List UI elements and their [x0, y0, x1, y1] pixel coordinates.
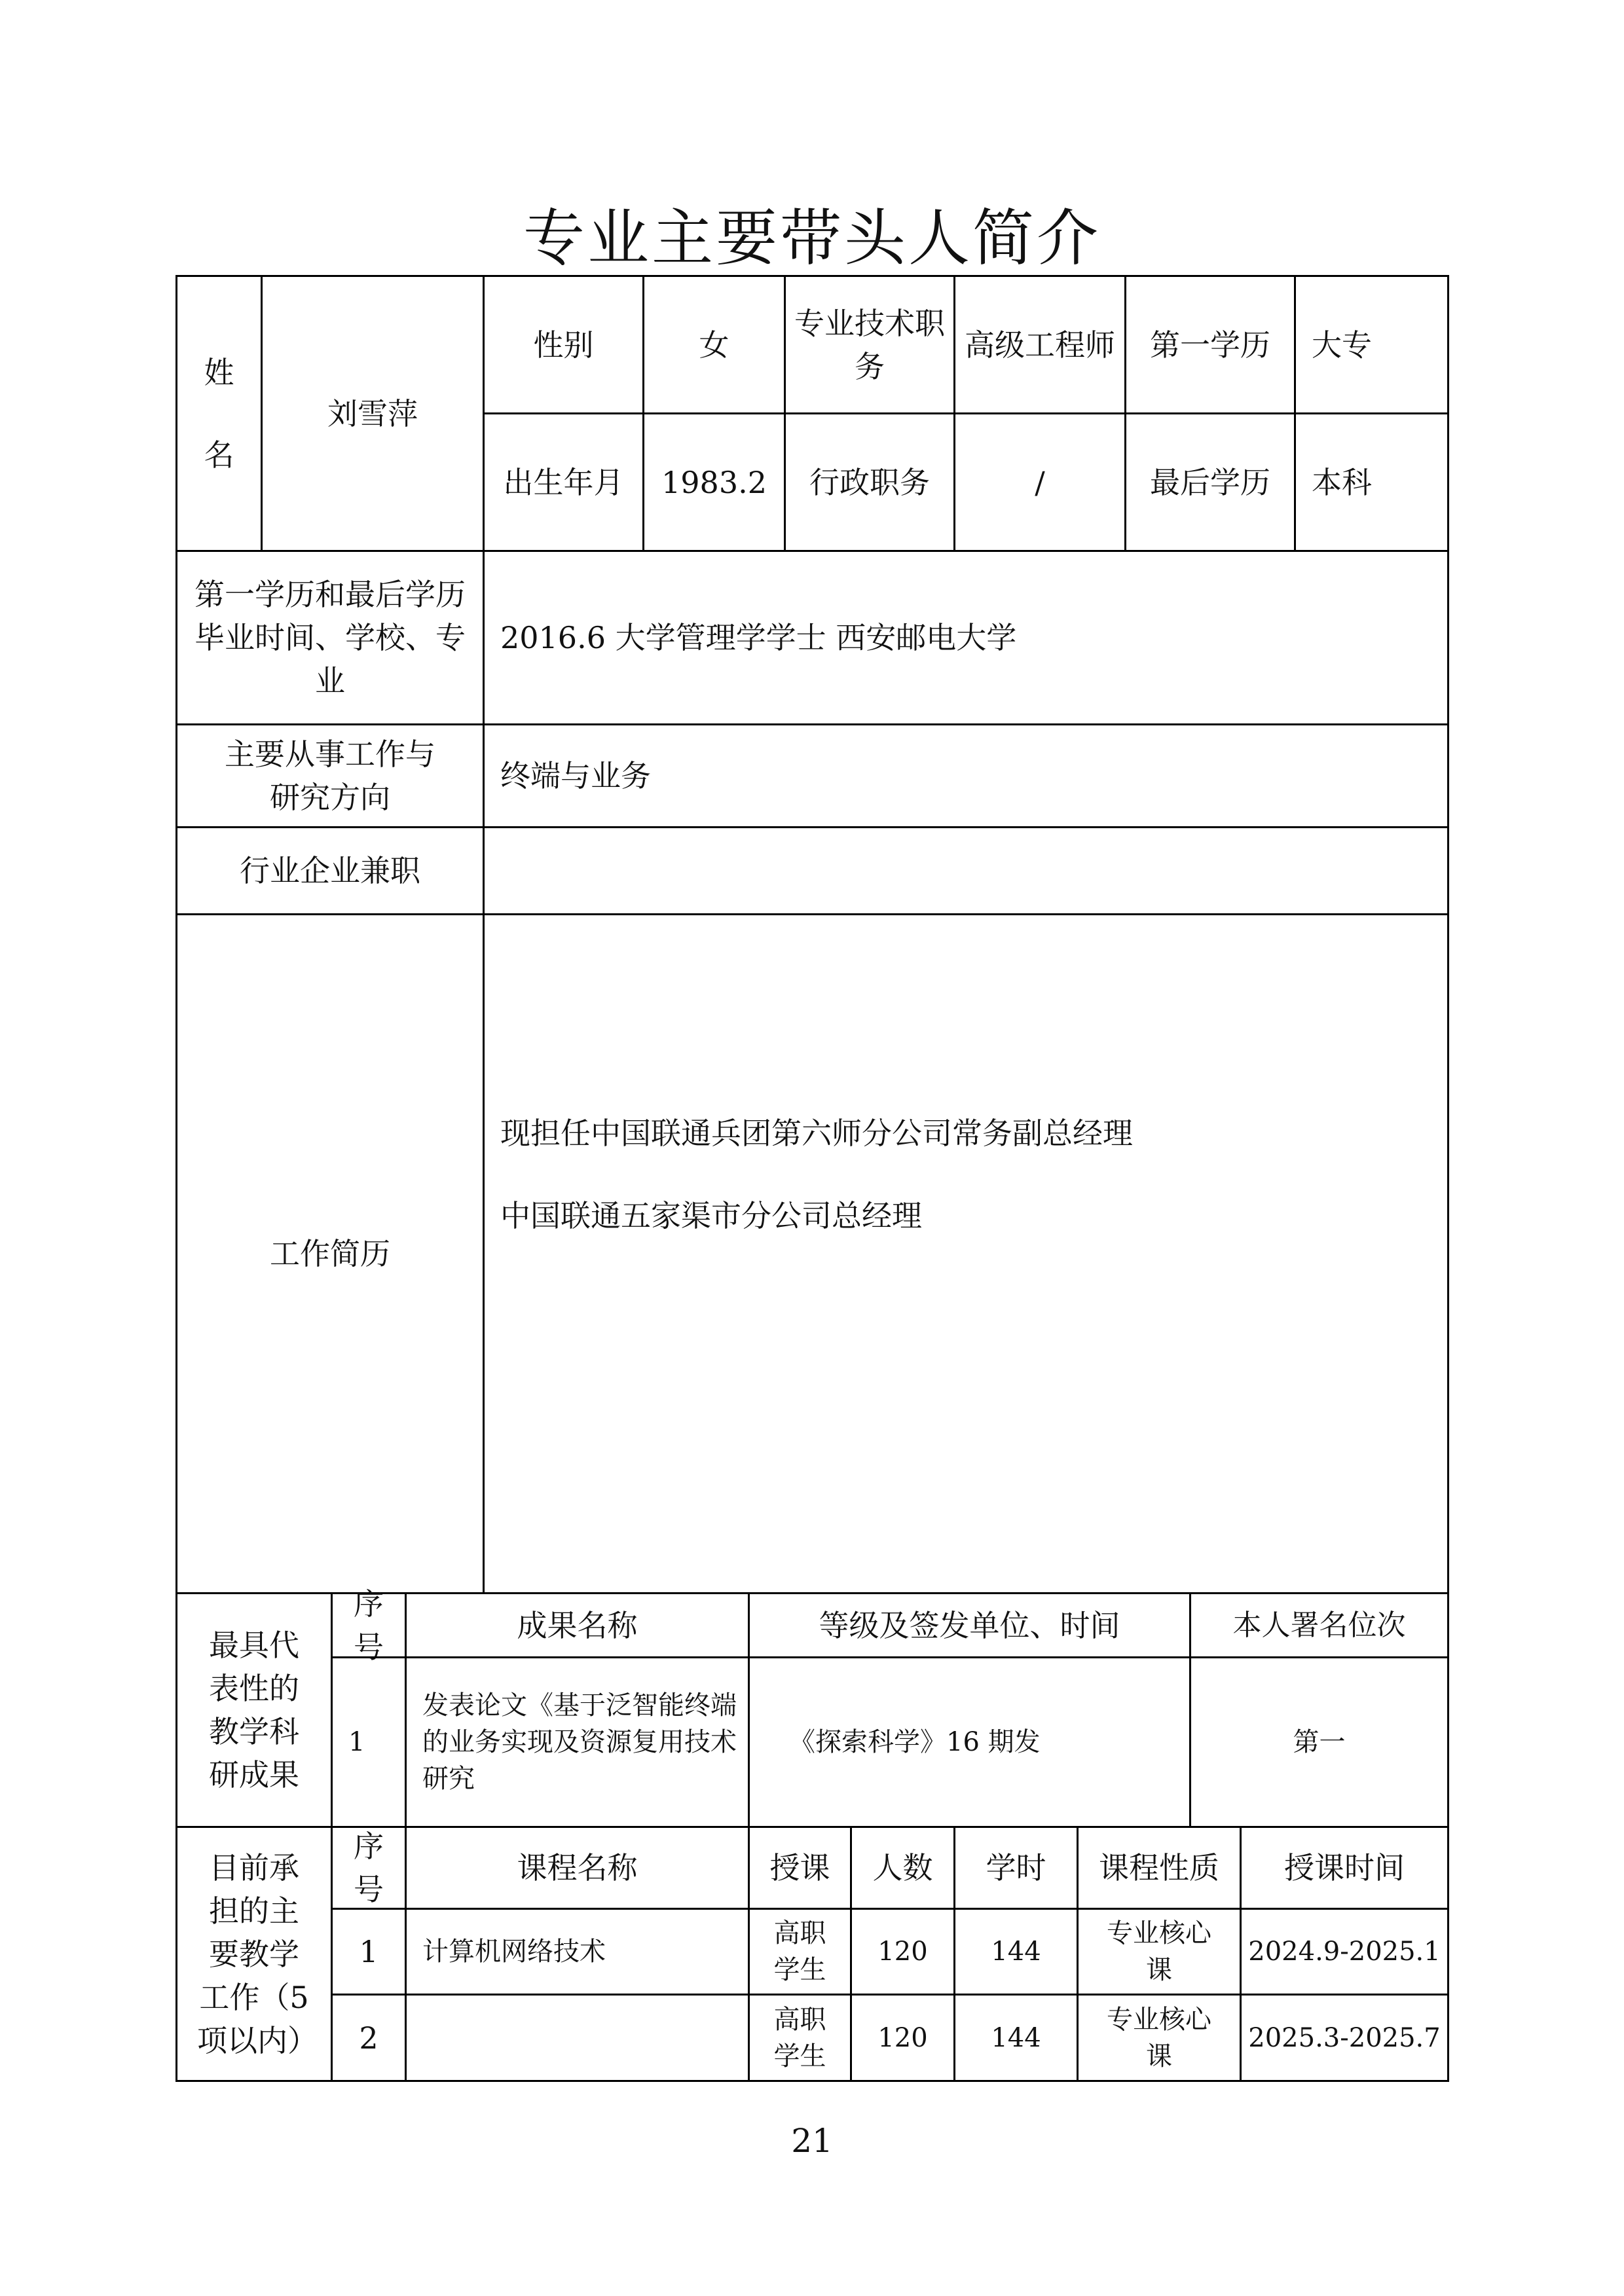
parttime-value	[483, 826, 1449, 915]
resume-label: 工作简历	[175, 913, 485, 1594]
name-label-line2: 名	[204, 437, 234, 473]
teaching-row-1-hours: 144	[953, 1908, 1079, 1995]
admin-title-label: 行政职务	[784, 412, 955, 552]
tech-title-label: 专业技术职务	[784, 275, 955, 414]
achievement-row-rank: 第一	[1189, 1656, 1449, 1828]
teaching-row-2-nature: 专业核心课	[1077, 1994, 1242, 2082]
achievements-header-level: 等级及签发单位、时间	[748, 1592, 1191, 1658]
first-degree-label: 第一学历	[1124, 275, 1296, 414]
name-value: 刘雪萍	[261, 275, 485, 552]
last-degree-value: 本科	[1294, 412, 1449, 552]
teaching-row-1-course: 计算机网络技术	[405, 1908, 750, 1995]
teaching-row-2-hours: 144	[953, 1994, 1079, 2082]
teaching-row-2-target: 高职学生	[748, 1994, 852, 2082]
teaching-row-2-course	[405, 1994, 750, 2082]
first-degree-value: 大专	[1294, 275, 1449, 414]
resume-line-2: 中国联通五家渠市分公司总经理	[500, 1198, 922, 1233]
research-label: 主要从事工作与研究方向	[175, 723, 485, 828]
achievement-row-name: 发表论文《基于泛智能终端的业务实现及资源复用技术研究	[405, 1656, 750, 1828]
birth-label: 出生年月	[483, 412, 644, 552]
achievements-header-rank: 本人署名位次	[1189, 1592, 1449, 1658]
teaching-row-2-period: 2025.3-2025.7	[1240, 1994, 1449, 2082]
teaching-header-course: 课程名称	[405, 1826, 750, 1910]
teaching-row-1-nature: 专业核心课	[1077, 1908, 1242, 1995]
name-label-line1: 姓	[204, 354, 234, 390]
graduation-value: 2016.6 大学管理学学士 西安邮电大学	[483, 550, 1449, 725]
achievements-section-label: 最具代表性的教学科研成果	[175, 1592, 333, 1828]
teaching-row-2-no: 2	[331, 1994, 407, 2082]
achievements-header-name: 成果名称	[405, 1592, 750, 1658]
teaching-row-1-target: 高职学生	[748, 1908, 852, 1995]
achievements-header-no: 序号	[331, 1592, 407, 1658]
teaching-header-hours: 学时	[953, 1826, 1079, 1910]
parttime-label: 行业企业兼职	[175, 826, 485, 915]
teaching-header-period: 授课时间	[1240, 1826, 1449, 1910]
teaching-section-label: 目前承担的主要教学工作（5 项以内）	[175, 1826, 333, 2082]
teaching-header-no: 序号	[331, 1826, 407, 1910]
achievement-row-level: 《探索科学》16 期发	[748, 1656, 1191, 1828]
name-label-cell	[175, 275, 263, 552]
teaching-row-2-count: 120	[850, 1994, 955, 2082]
resume-content	[483, 913, 1449, 1594]
teaching-header-count: 人数	[850, 1826, 955, 1910]
teaching-row-1-period: 2024.9-2025.1	[1240, 1908, 1449, 1995]
gender-label: 性别	[483, 275, 644, 414]
resume-line-1: 现担任中国联通兵团第六师分公司常务副总经理	[500, 1116, 1133, 1151]
achievement-row-no: 1	[331, 1656, 407, 1828]
teaching-header-nature: 课程性质	[1077, 1826, 1242, 1910]
last-degree-label: 最后学历	[1124, 412, 1296, 552]
tech-title-value: 高级工程师	[953, 275, 1126, 414]
teaching-row-1-no: 1	[331, 1908, 407, 1995]
admin-title-value: /	[953, 412, 1126, 552]
teaching-row-1-count: 120	[850, 1908, 955, 1995]
profile-table	[175, 275, 1449, 2082]
teaching-header-target: 授课	[748, 1826, 852, 1910]
page-number: 21	[791, 2122, 833, 2160]
gender-value: 女	[642, 275, 786, 414]
birth-value: 1983.2	[642, 412, 786, 552]
graduation-label: 第一学历和最后学历毕业时间、学校、专业	[175, 550, 485, 725]
page-title: 专业主要带头人简介	[523, 203, 1101, 274]
research-value: 终端与业务	[483, 723, 1449, 828]
